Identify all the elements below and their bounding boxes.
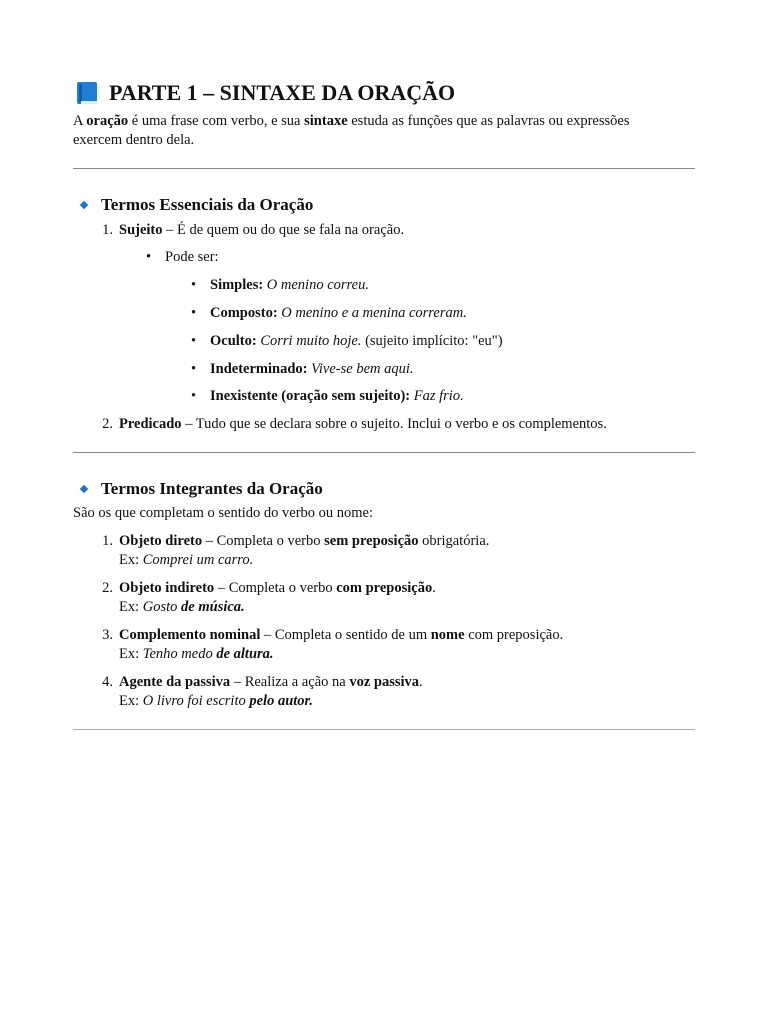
diamond-bullet-icon xyxy=(80,201,88,209)
book-icon xyxy=(77,82,97,104)
intro-bold-term: oração xyxy=(86,113,129,129)
intro-text: A xyxy=(73,113,87,129)
list-number: 1. xyxy=(102,533,113,549)
section-title: Termos Essenciais da Oração xyxy=(101,195,314,214)
type-label: Indeterminado: xyxy=(210,361,308,377)
list-emphasis: voz passiva xyxy=(349,674,420,690)
list-number: 3. xyxy=(102,627,113,643)
list-term: Complemento nominal xyxy=(119,627,261,643)
example-label: Ex: xyxy=(119,646,143,662)
list-description: – É de quem ou do que se fala na oração. xyxy=(162,222,405,238)
type-example: Corri muito hoje. xyxy=(260,333,362,349)
page-title: PARTE 1 – SINTAXE DA ORAÇÃO xyxy=(109,80,456,105)
type-example: Faz frio. xyxy=(413,388,464,404)
type-example: Vive-se bem aqui. xyxy=(311,361,414,377)
list-description: . xyxy=(432,580,436,596)
list-emphasis: com preposição xyxy=(336,580,433,596)
list-term: Objeto indireto xyxy=(119,580,215,596)
type-note: (sujeito implícito: "eu") xyxy=(361,333,503,349)
section-title: Termos Integrantes da Oração xyxy=(101,479,323,498)
section-heading xyxy=(81,195,313,215)
list-term: Sujeito xyxy=(119,222,163,238)
example-emphasis: pelo autor. xyxy=(249,693,314,709)
list-number: 2. xyxy=(102,580,113,596)
example-text: O livro foi escrito xyxy=(142,693,250,709)
example-label: Ex: xyxy=(119,599,143,615)
list-description: . xyxy=(419,674,423,690)
bullet-icon: • xyxy=(191,361,197,377)
example-label: Ex: xyxy=(119,693,143,709)
bullet-icon: • xyxy=(191,333,197,349)
section-heading xyxy=(81,479,323,499)
list-term: Objeto direto xyxy=(119,533,203,549)
list-description: com preposição. xyxy=(464,627,564,643)
intro-paragraph xyxy=(73,112,695,150)
list-description: – Tudo que se declara sobre o sujeito. Inclui o verbo e os complementos. xyxy=(181,416,607,432)
diamond-bullet-icon xyxy=(80,485,88,493)
bullet-icon: • xyxy=(191,388,197,404)
divider xyxy=(73,168,695,169)
bullet-icon: • xyxy=(146,249,152,265)
example-text: Comprei um carro. xyxy=(142,552,254,568)
list-description: – Completa o verbo xyxy=(214,580,337,596)
example-emphasis: de música. xyxy=(181,599,245,615)
intro-text: é uma frase com verbo, e sua xyxy=(128,113,305,129)
list-number: 4. xyxy=(102,674,113,690)
list-emphasis: nome xyxy=(430,627,465,643)
list-description: – Completa o sentido de um xyxy=(260,627,431,643)
list-emphasis: sem preposição xyxy=(324,533,419,549)
section-intro: São os que completam o sentido do verbo ou nome: xyxy=(73,505,374,521)
intro-text: exercem dentro dela. xyxy=(73,132,195,148)
divider xyxy=(73,452,695,453)
example-label: Ex: xyxy=(119,552,143,568)
bullet-icon: • xyxy=(191,305,197,321)
list-number: 1. xyxy=(102,222,113,238)
list-term: Agente da passiva xyxy=(119,674,231,690)
type-label: Oculto: xyxy=(210,333,257,349)
list-term: Predicado xyxy=(119,416,182,432)
example-emphasis: de altura. xyxy=(216,646,274,662)
list-text: Pode ser: xyxy=(165,249,219,265)
divider xyxy=(73,729,695,730)
list-number: 2. xyxy=(102,416,113,432)
list-description: obrigatória. xyxy=(418,533,490,549)
type-example: O menino correu. xyxy=(266,277,369,293)
bullet-icon: • xyxy=(191,277,197,293)
list-description: – Realiza a ação na xyxy=(230,674,350,690)
intro-bold-term: sintaxe xyxy=(304,113,348,129)
type-label: Inexistente (oração sem sujeito): xyxy=(210,388,411,404)
type-example: O menino e a menina correram. xyxy=(281,305,467,321)
page-title-row xyxy=(77,80,455,106)
type-label: Composto: xyxy=(210,305,278,321)
list-description: – Completa o verbo xyxy=(202,533,325,549)
example-text: Gosto xyxy=(142,599,182,615)
intro-text: estuda as funções que as palavras ou expressões xyxy=(347,113,630,129)
type-label: Simples: xyxy=(210,277,264,293)
example-text: Tenho medo xyxy=(142,646,217,662)
